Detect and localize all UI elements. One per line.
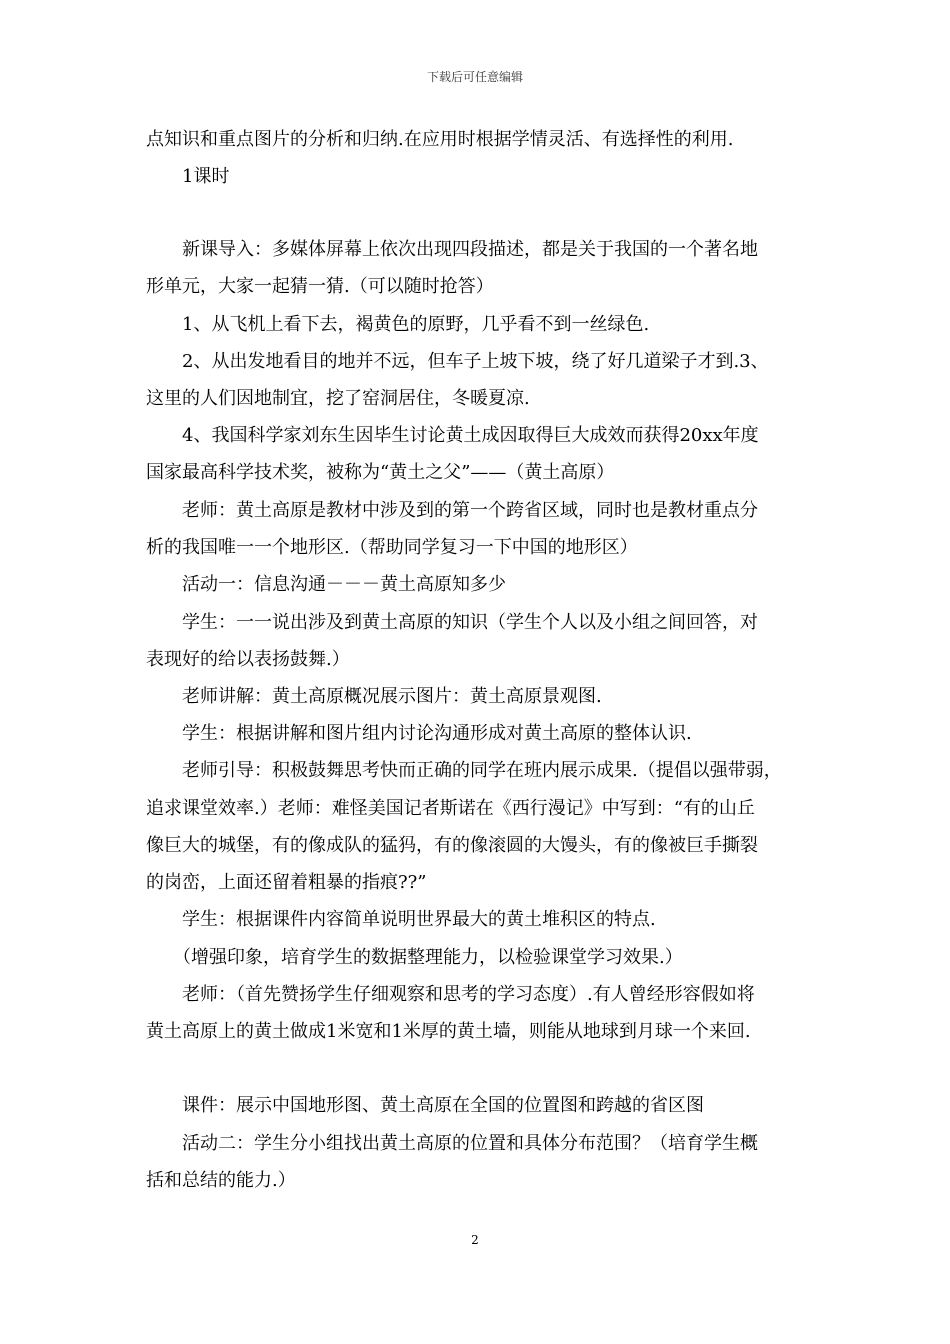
body-line: 表现好的给以表扬鼓舞.） [146, 649, 350, 670]
body-line: 新课导入：多媒体屏幕上依次出现四段描述，都是关于我国的一个著名地 [146, 239, 758, 260]
body-line: 国家最高科学技术奖，被称为“黄土之父”——（黄土高原） [146, 462, 615, 483]
body-line: 学生：一一说出涉及到黄土高原的知识（学生个人以及小组之间回答，对 [146, 612, 758, 633]
body-line: （增强印象，培育学生的数据整理能力，以检验课堂学习效果.） [146, 947, 683, 968]
page-header: 下载后可任意编辑 [426, 70, 523, 84]
body-line: 1、从飞机上看下去，褐黄色的原野，几乎看不到一丝绿色. [146, 314, 650, 335]
body-line: 活动二：学生分小组找出黄土高原的位置和具体分布范围？（培育学生概 [146, 1133, 758, 1154]
body-line: 课件：展示中国地形图、黄土高原在全国的位置图和跨越的省区图 [146, 1095, 704, 1116]
body-line: 学生：根据课件内容简单说明世界最大的黄土堆积区的特点. [146, 909, 656, 930]
body-line: 这里的人们因地制宜，挖了窑洞居住，冬暖夏凉. [146, 388, 530, 409]
body-line: 1课时 [146, 166, 230, 187]
body-line: 学生：根据讲解和图片组内讨论沟通形成对黄土高原的整体认识. [146, 723, 692, 744]
body-line: 的岗峦，上面还留着粗暴的指痕??” [146, 872, 427, 893]
body-line: 老师讲解：黄土高原概况展示图片：黄土高原景观图. [146, 686, 602, 707]
body-line: 活动一：信息沟通－－－黄土高原知多少 [146, 574, 506, 595]
page-number: 2 [471, 1233, 479, 1247]
body-line: 形单元，大家一起猜一猜.（可以随时抢答） [146, 276, 494, 297]
body-line: 4、我国科学家刘东生因毕生讨论黄土成因取得巨大成效而获得20xx年度 [146, 425, 759, 446]
body-line: 老师引导：积极鼓舞思考快而正确的同学在班内展示成果.（提倡以强带弱， [146, 760, 782, 781]
body-line: 2、从出发地看目的地并不远，但车子上坡下坡，绕了好几道梁子才到.3、 [146, 351, 769, 372]
body-line: 追求课堂效率.）老师：难怪美国记者斯诺在《西行漫记》中写到：“有的山丘 [146, 798, 755, 819]
body-line: 像巨大的城堡，有的像成队的猛犸，有的像滚圆的大馒头，有的像被巨手撕裂 [146, 835, 758, 856]
body-line: 老师：（首先赞扬学生仔细观察和思考的学习态度）.有人曾经形容假如将 [146, 984, 755, 1005]
body-line: 点知识和重点图片的分析和归纳.在应用时根据学情灵活、有选择性的利用. [146, 129, 734, 150]
body-line: 老师：黄土高原是教材中涉及到的第一个跨省区域，同时也是教材重点分 [146, 500, 758, 521]
body-line: 黄土高原上的黄土做成1米宽和1米厚的黄土墙，则能从地球到月球一个来回. [146, 1021, 751, 1042]
body-line: 析的我国唯一一个地形区.（帮助同学复习一下中国的地形区） [146, 537, 638, 558]
body-line: 括和总结的能力.） [146, 1170, 296, 1191]
